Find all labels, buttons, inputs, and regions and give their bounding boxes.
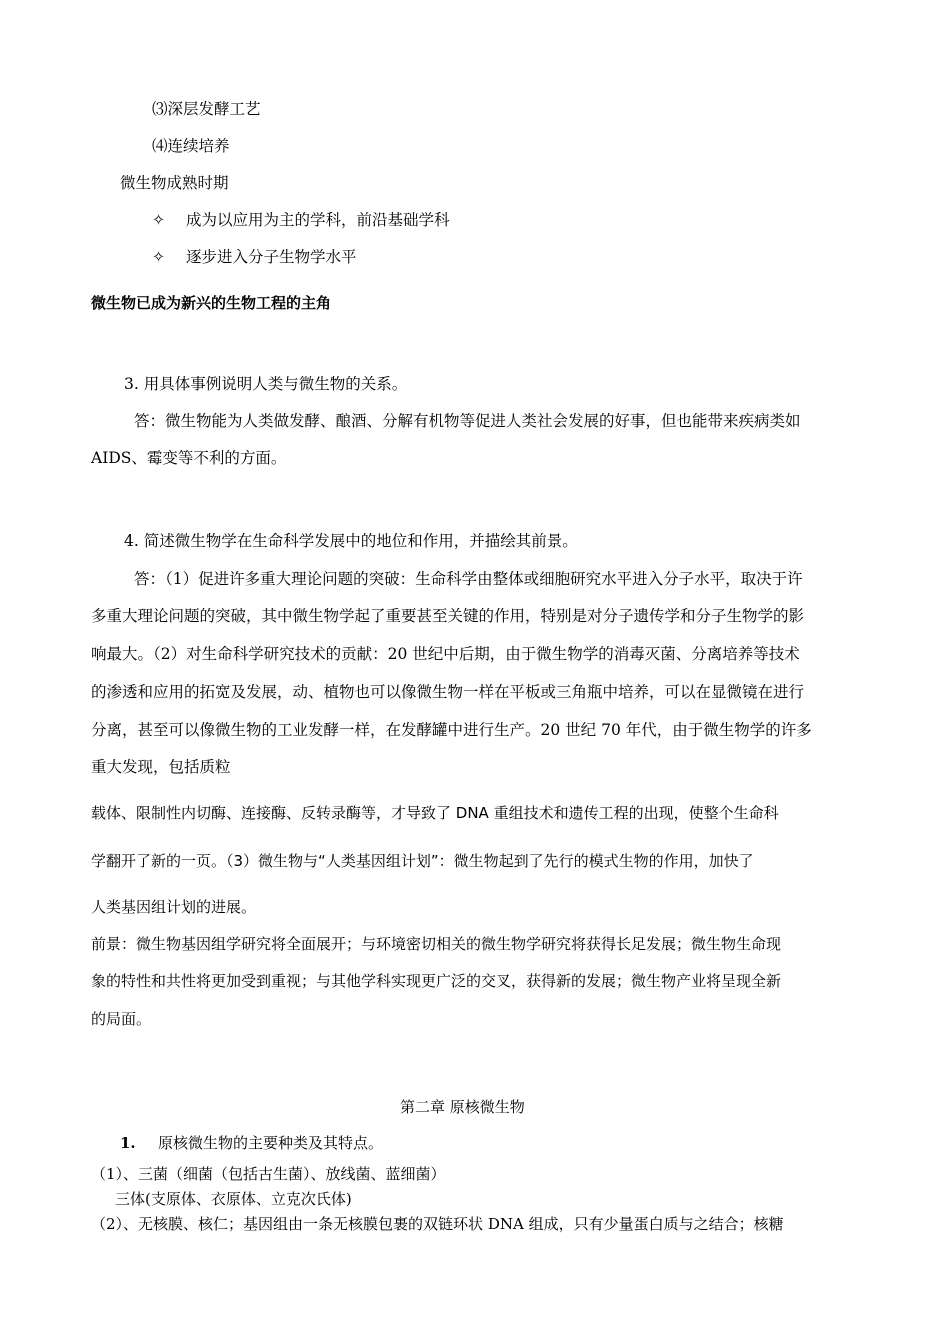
- text-line: ⑷连续培养: [152, 137, 230, 155]
- text-line: 三体(支原体、衣原体、立克次氏体): [115, 1190, 352, 1208]
- bold-heading: 微生物已成为新兴的生物工程的主角: [91, 294, 332, 312]
- text-line: 重大发现，包括质粒: [91, 758, 231, 776]
- text-line: 的局面。: [91, 1010, 152, 1028]
- text-line: （2）、无核膜、核仁；基因组由一条无核膜包裹的双链环状 DNA 组成，只有少量蛋白质与之结合；核糖: [91, 1215, 784, 1233]
- text-line: 象的特性和共性将更加受到重视；与其他学科实现更广泛的交叉，获得新的发展；微生物产业将呈现全新: [91, 972, 782, 990]
- text-line: 分离，甚至可以像微生物的工业发酵一样，在发酵罐中进行生产。20 世纪 70 年代，由于微生物学的许多: [91, 721, 812, 739]
- bullet-icon: ✧: [152, 211, 165, 229]
- bullet-item: [152, 247, 357, 267]
- bullet-text: 成为以应用为主的学科，前沿基础学科: [186, 211, 450, 229]
- question-3: 3. 用具体事例说明人类与微生物的关系。: [124, 375, 408, 393]
- text-line: 多重大理论问题的突破，其中微生物学起了重要甚至关键的作用，特别是对分子遗传学和分子生物学的影: [91, 607, 805, 625]
- text-line: 人类基因组计划的进展。: [91, 898, 257, 916]
- bullet-text: 逐步进入分子生物学水平: [186, 248, 357, 266]
- text-line: （1）、三菌（细菌（包括古生菌）、放线菌、蓝细菌）: [91, 1165, 446, 1183]
- text-line: 响最大。（2）对生命科学研究技术的贡献：20 世纪中后期，由于微生物学的消毒灭菌、分离培养等技术: [91, 645, 800, 663]
- question-text: 原核微生物的主要种类及其特点。: [158, 1134, 384, 1152]
- question-1: [120, 1133, 383, 1153]
- text-line: ⑶深层发酵工艺: [152, 100, 261, 118]
- text-line: AIDS、霉变等不利的方面。: [91, 449, 287, 467]
- chapter-title: 第二章 原核微生物: [400, 1098, 525, 1116]
- text-line: 答：（1）促进许多重大理论问题的突破：生命科学由整体或细胞研究水平进入分子水平，取决于许: [134, 570, 803, 588]
- text-line: 学翻开了新的一页。（3）微生物与“人类基因组计划”：微生物起到了先行的模式生物的作用，加快了: [91, 852, 754, 870]
- text-line: 的渗透和应用的拓宽及发展，动、植物也可以像微生物一样在平板或三角瓶中培养，可以在显微镜在进行: [91, 683, 805, 701]
- bullet-icon: ✧: [152, 248, 165, 266]
- question-number: 1.: [120, 1134, 136, 1152]
- question-4: 4. 简述微生物学在生命科学发展中的地位和作用，并描绘其前景。: [124, 532, 578, 550]
- bullet-item: [152, 210, 450, 230]
- text-line: 答：微生物能为人类做发酵、酿酒、分解有机物等促进人类社会发展的好事，但也能带来疾病类如: [134, 412, 801, 430]
- text-line: 微生物成熟时期: [120, 174, 229, 192]
- text-line: 前景：微生物基因组学研究将全面展开；与环境密切相关的微生物学研究将获得长足发展；微生物生命现: [91, 935, 782, 953]
- text-line: 载体、限制性内切酶、连接酶、反转录酶等，才导致了 DNA 重组技术和遗传工程的出现，使整个生命科: [91, 804, 779, 822]
